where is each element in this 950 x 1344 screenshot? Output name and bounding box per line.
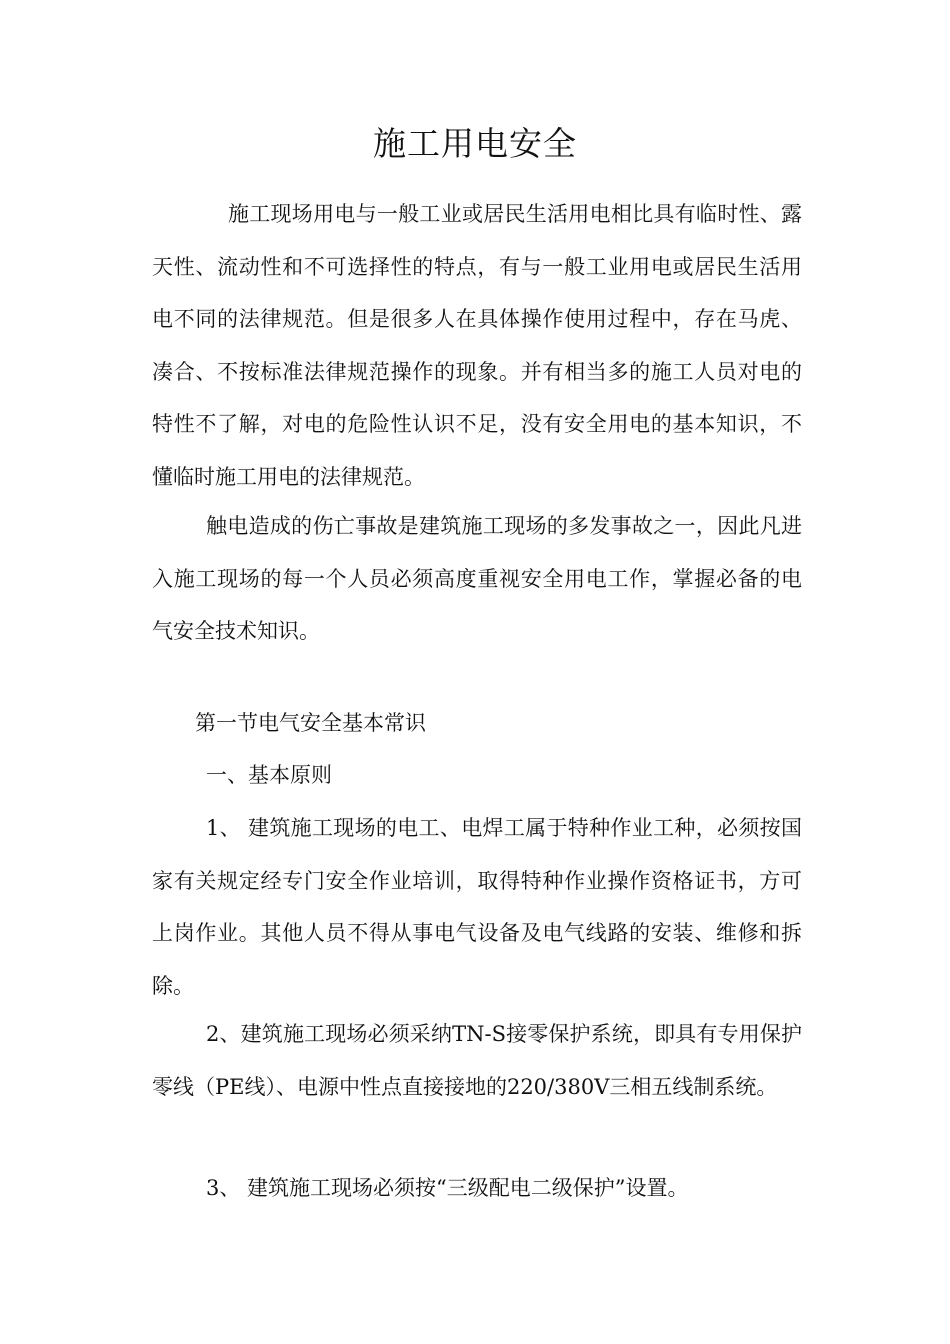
- list-item-2: 2、建筑施工现场必须采纳TN-S接零保护系统，即具有专用保护零线（PE线）、电源中性点直接接地的220/380V三相五线制系统。: [152, 1022, 802, 1099]
- list-item-3: 3、 建筑施工现场必须按“三级配电二级保护”设置。: [206, 1176, 689, 1200]
- section-heading: 第一节电气安全基本常识: [195, 711, 426, 735]
- intro-paragraph-1: 施工现场用电与一般工业或居民生活用电相比具有临时性、露天性、流动性和不可选择性的特点，有与一般工业用电或居民生活用电不同的法律规范。但是很多人在具体操作使用过程中，存在马虎、凑合、不按标准法律规范操作的现象。并有相当多的施工人员对电的特性不了解，对电的危险性认识不足，没有安全用电的基本知识，不懂临时施工用电的法律规范。: [152, 202, 802, 489]
- list-item-1: 1、 建筑施工现场的电工、电焊工属于特种作业工种，必须按国家有关规定经专门安全作业培训，取得特种作业操作资格证书，方可上岗作业。其他人员不得从事电气设备及电气线路的安装、维修和拆除。: [152, 816, 802, 998]
- subsection-heading: 一、基本原则: [206, 763, 332, 787]
- intro-paragraph-2: 触电造成的伤亡事故是建筑施工现场的多发事故之一，因此凡进入施工现场的每一个人员必须高度重视安全用电工作，掌握必备的电气安全技术知识。: [152, 514, 802, 643]
- document-title: 施工用电安全: [373, 124, 577, 163]
